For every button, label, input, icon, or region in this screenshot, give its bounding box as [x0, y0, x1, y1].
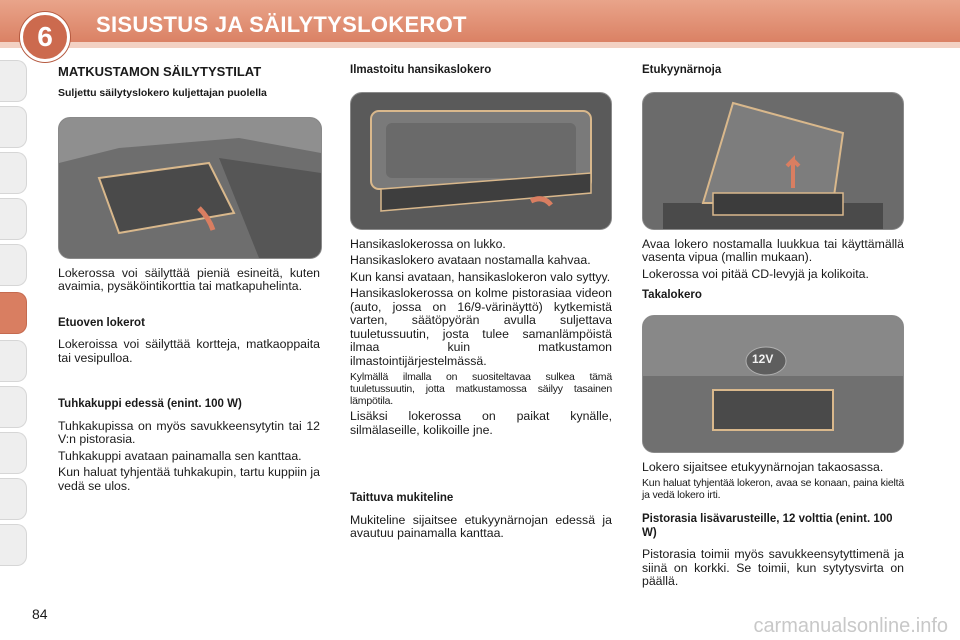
- header-band: [0, 42, 960, 48]
- body-text: Lokerossa voi säilyttää pieniä esineitä, kuten avaimia, pysäköintikorttia tai matkapuhelinta.: [58, 265, 320, 293]
- section-heading: Ilmastoitu hansikaslokero: [350, 64, 492, 76]
- body-text: Tuhkakuppi avataan painamalla sen kanttaa.: [58, 448, 302, 463]
- page-number: 84: [32, 606, 48, 622]
- chapter-tab[interactable]: [0, 432, 27, 474]
- body-text: Mukiteline sijaitsee etukyynärnojan edessä ja avautuu painamalla kanttaa.: [350, 512, 612, 540]
- body-text: Avaa lokero nostamalla luukkua tai käyttämällä vasenta vipua (mallin mukaan).: [642, 236, 904, 264]
- column-right: [642, 64, 904, 592]
- column-left: [58, 64, 320, 496]
- chapter-tab[interactable]: [0, 106, 27, 148]
- glovebox-photo: [350, 92, 612, 230]
- body-text: Kun kansi avataan, hansikaslokeron valo syttyy.: [350, 269, 611, 284]
- chapter-tab[interactable]: [0, 340, 27, 382]
- chapter-tab[interactable]: [0, 244, 27, 286]
- watermark: carmanualsonline.info: [753, 615, 948, 637]
- body-note: Kun haluat tyhjentää lokeron, avaa se konaan, paina kieltä ja vedä lokero irti.: [642, 477, 904, 501]
- section-heading: Etuoven lokerot: [58, 316, 145, 329]
- chapter-tab[interactable]: [0, 152, 27, 194]
- chapter-tab[interactable]: [0, 478, 27, 520]
- driver-storage-photo: [58, 117, 322, 259]
- page-title: SISUSTUS JA SÄILYTYSLOKEROT: [96, 12, 467, 37]
- chapter-tab[interactable]: [0, 524, 27, 566]
- chapter-tab[interactable]: [0, 386, 27, 428]
- rear-storage-photo: [642, 315, 904, 453]
- chapter-badge: 6: [20, 12, 70, 62]
- section-subtitle: Suljettu säilytyslokero kuljettajan puolella: [58, 87, 267, 99]
- section-heading: Tuhkakuppi edessä (enint. 100 W): [58, 398, 242, 410]
- chapter-tab-active[interactable]: [0, 292, 27, 334]
- section-heading: Pistorasia lisävarusteille, 12 volttia (enint. 100 W): [642, 513, 893, 539]
- body-text: Pistorasia toimii myös savukkeensytyttimenä ja siinä on korkki. Se toimii, kun sytytysvirta on päällä.: [642, 547, 904, 588]
- body-text: Tuhkakupissa on myös savukkeensytytin tai 12 V:n pistorasia.: [58, 418, 320, 446]
- chapter-tabs: [0, 60, 30, 580]
- section-heading: Takalokero: [642, 289, 702, 301]
- chapter-tab[interactable]: [0, 60, 27, 102]
- section-title: MATKUSTAMON SÄILYTYSTILAT: [58, 64, 262, 79]
- section-heading: Etukyynärnoja: [642, 64, 722, 76]
- body-text: Hansikaslokerossa on kolme pistorasiaa videon (auto, jossa on 16/9-värinäyttö) kytkemistä varten, säätöpyörän avulla suljettava tuuletussuutin, josta tulee samanlämpöistä ilmaa kuin matkustamon ilmastointijärjestelmässä.: [350, 286, 612, 368]
- body-note: Kylmällä ilmalla on suositeltavaa sulkea tämä tuuletussuutin, jotta matkustamossa säilyy tasainen lämpötila.: [350, 371, 612, 407]
- column-middle: [350, 64, 612, 544]
- body-text: Lokerossa voi pitää CD-levyjä ja kolikoita.: [642, 266, 869, 281]
- section-heading: Taittuva mukiteline: [350, 492, 454, 504]
- chapter-tab[interactable]: [0, 198, 27, 240]
- body-text: Lokeroissa voi säilyttää kortteja, matkaoppaita tai vesipulloa.: [58, 337, 320, 365]
- armrest-photo: [642, 92, 904, 230]
- body-text: Hansikaslokero avataan nostamalla kahvaa.: [350, 253, 591, 267]
- body-text: Kun haluat tyhjentää tuhkakupin, tartu kuppiin ja vedä se ulos.: [58, 465, 320, 493]
- body-text: Lisäksi lokerossa on paikat kynälle, silmälaseille, kolikoille jne.: [350, 409, 612, 437]
- socket-label: 12V: [752, 351, 774, 366]
- body-text: Hansikaslokerossa on lukko.: [350, 236, 506, 251]
- body-text: Lokero sijaitsee etukyynärnojan takaosassa.: [642, 459, 884, 474]
